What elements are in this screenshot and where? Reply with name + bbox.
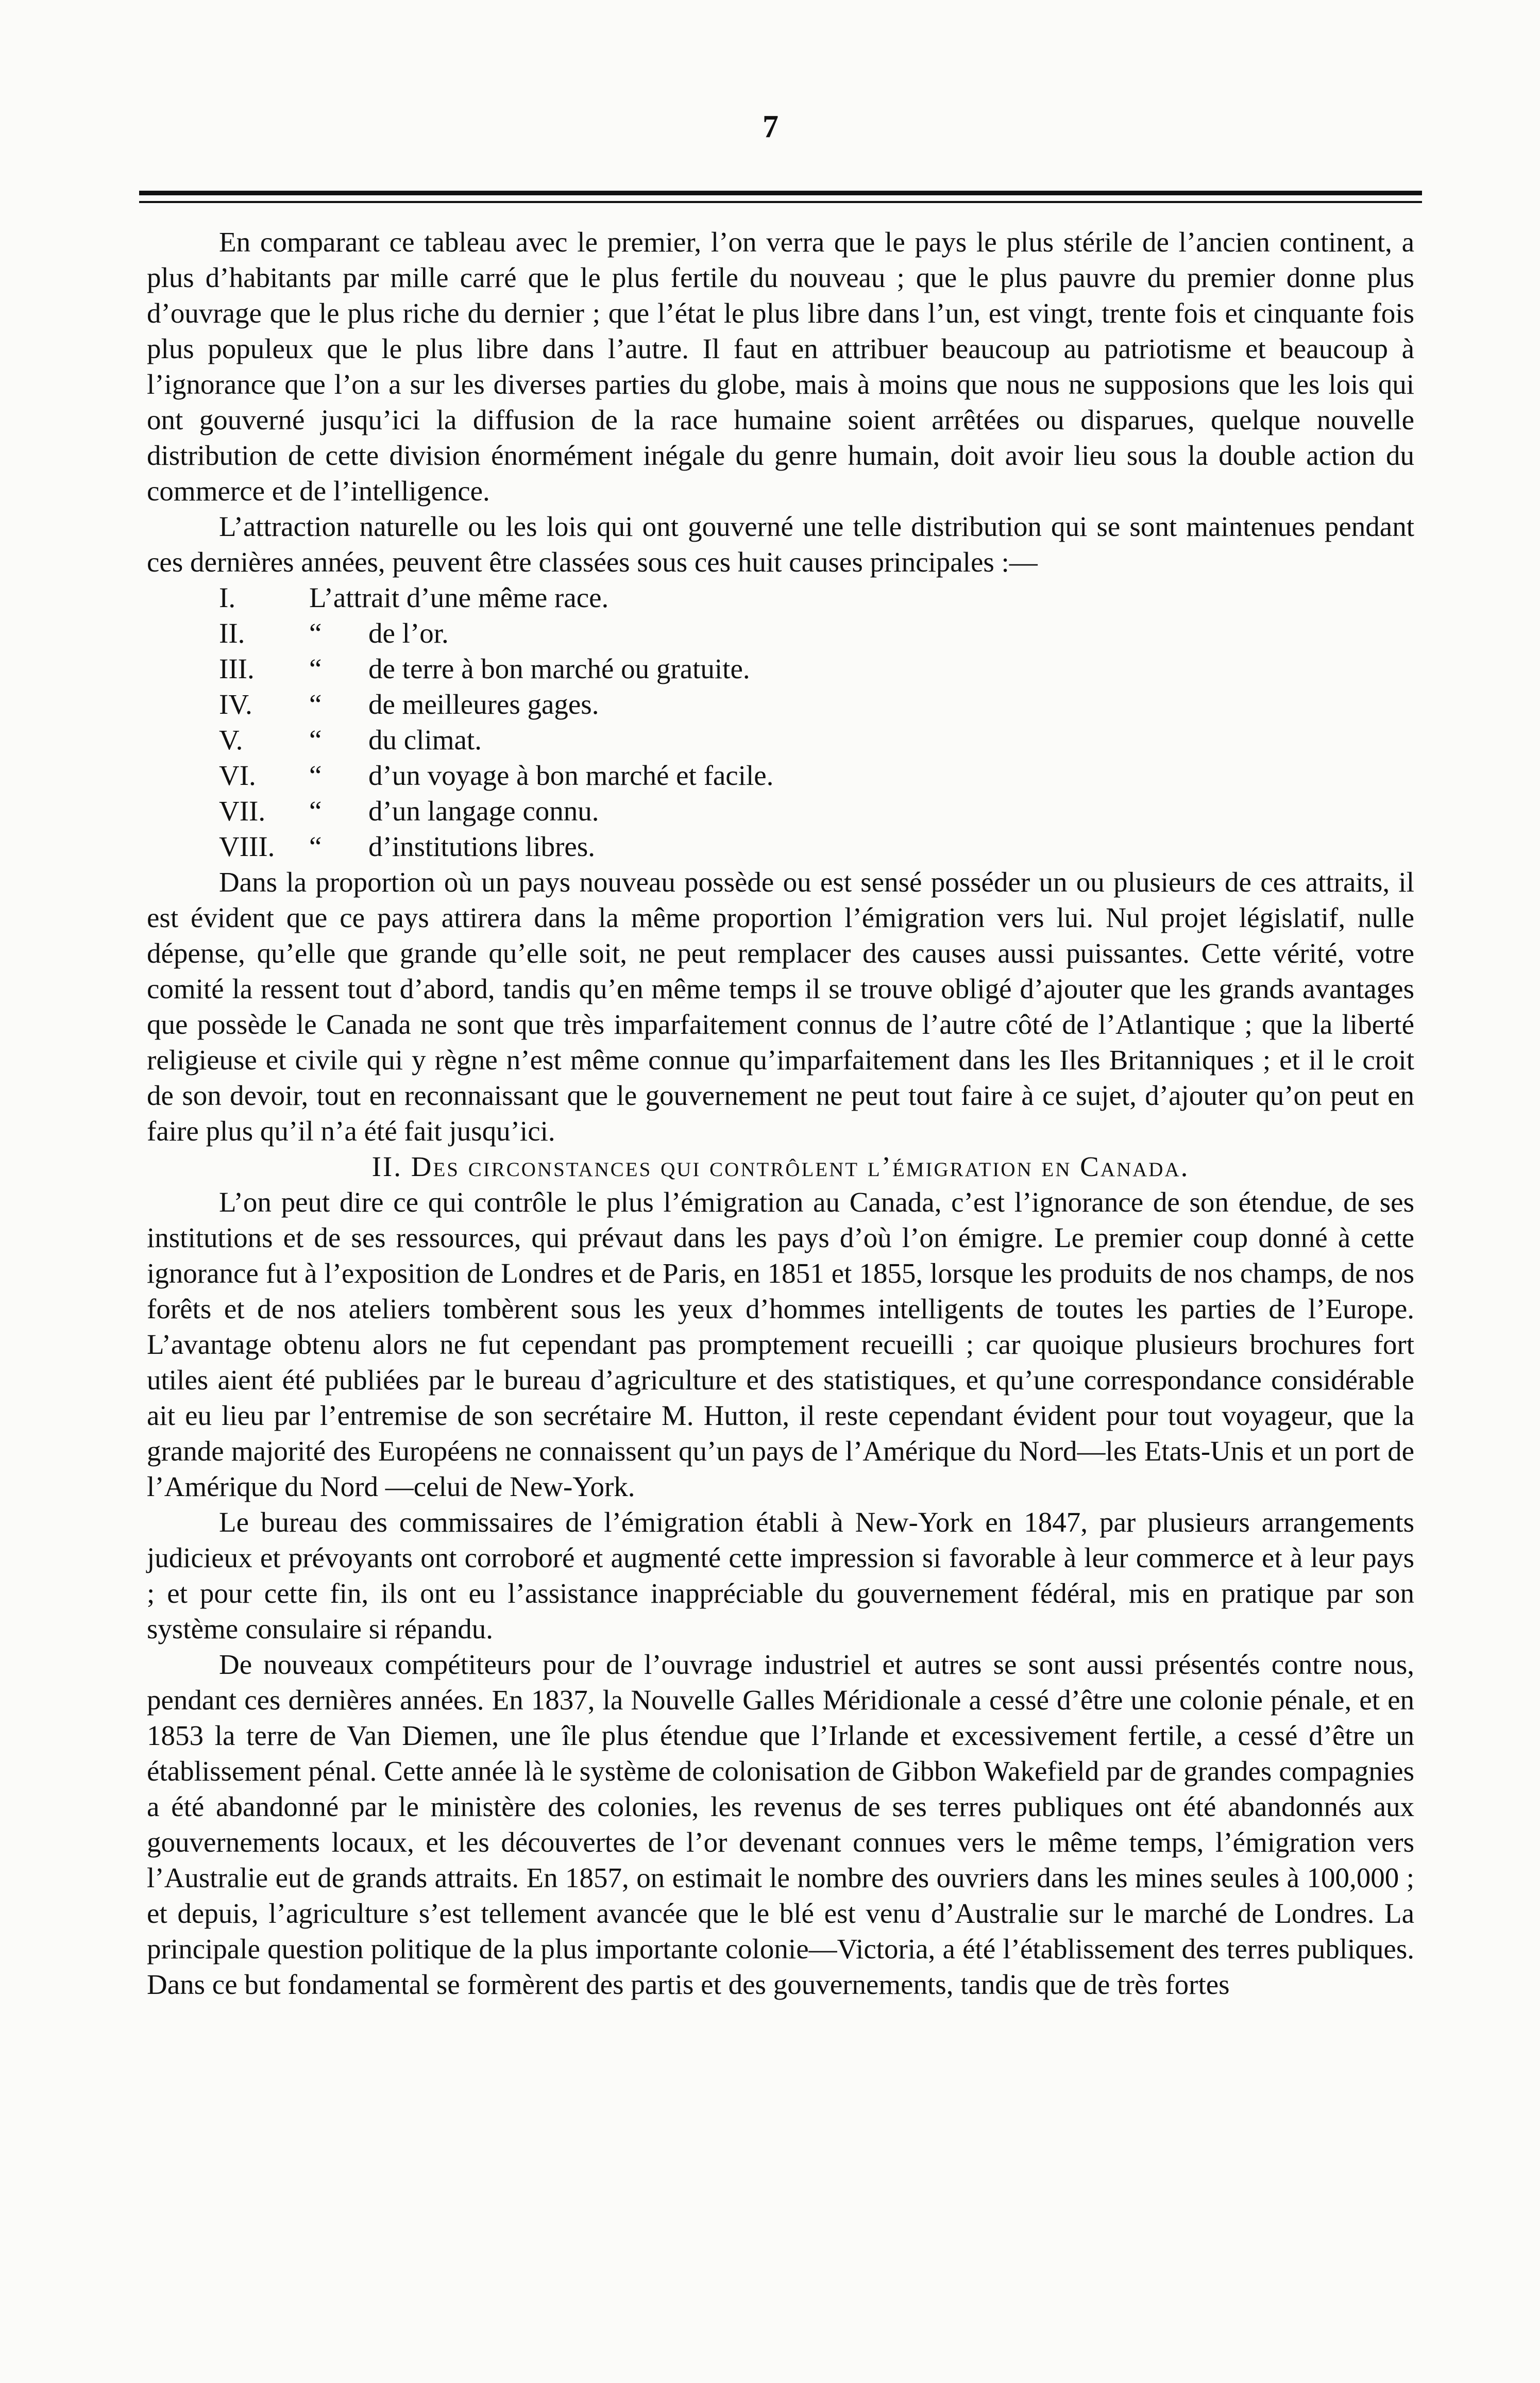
list-text: du climat. [368,724,482,756]
header-rule [139,191,1422,195]
ditto-mark: “ [309,653,322,684]
paragraph: Le bureau des commissaires de l’émigration établi à New-York en 1847, par plusieurs arrangements judicieux et prévoyants ont corroboré et augmenté cette impression si favorable à leur commerce et à leur pays ; et pour cette fin, ils ont eu l’assistance inappréciable du gouvernement fédéral, mis en pratique par son système consulaire si répandu. [147,1506,1414,1644]
ditto-mark: “ [309,795,322,827]
list-item [219,722,1414,758]
ditto-mark: “ [309,760,322,791]
list-number: VIII. [219,831,275,862]
list-number: V. [219,724,243,756]
body-text [147,224,1414,2002]
paragraph: Dans la proportion où un pays nouveau possède ou est sensé posséder un ou plusieurs de ces attraits, il est évident que ce pays attirera dans la même proportion l’émigration vers lui. Nul projet législatif, nulle dépense, qu’elle que grande qu’elle soit, ne peut remplacer des causes aussi puissantes. Cette vérité, votre comité la ressent tout d’abord, tandis qu’en même temps il se trouve obligé d’ajouter que les grands avantages que possède le Canada ne sont que très imparfaitement connus de l’autre côté de l’Atlantique ; que la liberté religieuse et civile qui y règne n’est même connue qu’imparfaitement dans les Iles Britanniques ; et il le croit de son devoir, tout en reconnaissant que le gouvernement ne peut tout faire à ce sujet, d’ajouter qu’on peut en faire plus qu’il n’a été fait jusqu’ici. [147,866,1414,1147]
list-text: d’un langage connu. [368,795,599,827]
list-number: I. [219,582,236,613]
header-rule-thin [139,201,1422,203]
list-item [219,793,1414,829]
causes-list [219,580,1414,864]
ditto-mark: “ [309,617,322,649]
list-text: L’attrait d’une même race. [309,582,609,613]
list-item [219,829,1414,864]
paragraph: En comparant ce tableau avec le premier, l’on verra que le pays le plus stérile de l’ancien continent, a plus d’habitants par mille carré que le plus fertile du nouveau ; que le plus pauvre du premier donne plus d’ouvrage que le plus riche du dernier ; que l’état le plus libre dans l’un, est vingt, trente fois et cinquante fois plus populeux que le plus libre dans l’autre. Il faut en attribuer beaucoup au patriotisme et beaucoup à l’ignorance que l’on a sur les diverses parties du globe, mais à moins que nous ne supposions que les lois qui ont gouverné jusqu’ici la diffusion de la race humaine soient arrêtées ou disparues, quelque nouvelle distribution de cette division énormément inégale du genre humain, doit avoir lieu sous la double action du commerce et de l’intelligence. [147,226,1414,507]
list-item [219,758,1414,793]
paragraph: L’attraction naturelle ou les lois qui ont gouverné une telle distribution qui se sont maintenues pendant ces dernières années, peuvent être classées sous ces huit causes principales :— [147,511,1414,578]
ditto-mark: “ [309,689,322,720]
list-text: de terre à bon marché ou gratuite. [368,653,750,684]
section-heading: II. Des circonstances qui contrôlent l’émigration en Canada. [371,1151,1190,1182]
list-item [219,580,1414,615]
list-text: d’un voyage à bon marché et facile. [368,760,774,791]
ditto-mark: “ [309,831,322,862]
ditto-mark: “ [309,724,322,756]
list-item [219,615,1414,651]
paragraph: L’on peut dire ce qui contrôle le plus l’émigration au Canada, c’est l’ignorance de son étendue, de ses institutions et de ses ressources, qui prévaut dans les pays d’où l’on émigre. Le premier coup donné à cette ignorance fut à l’exposition de Londres et de Paris, en 1851 et 1855, lorsque les produits de nos champs, de nos forêts et de nos ateliers tombèrent sous les yeux d’hommes intelligents de toutes les parties de l’Europe. L’avantage obtenu alors ne fut cependant pas promptement recueilli ; car quoique plusieurs brochures fort utiles aient été publiées par le bureau d’agriculture et des statistiques, et qu’une correspondance considérable ait eu lieu par l’entremise de son secrétaire M. Hutton, il reste cependant évident pour tout voyageur, que la grande majorité des Européens ne connaissent qu’un pays de l’Amérique du Nord—les Etats-Unis et un port de l’Amérique du Nord —celui de New-York. [147,1186,1414,1502]
list-item [219,651,1414,686]
list-text: de l’or. [368,617,449,649]
list-item [219,686,1414,722]
list-number: IV. [219,689,252,720]
list-text: d’institutions libres. [368,831,595,862]
list-number: II. [219,617,245,649]
list-text: de meilleures gages. [368,689,599,720]
list-number: VI. [219,760,256,791]
paragraph: De nouveaux compétiteurs pour de l’ouvrage industriel et autres se sont aussi présentés contre nous, pendant ces dernières années. En 1837, la Nouvelle Galles Méridionale a cessé d’être une colonie pénale, et en 1853 la terre de Van Diemen, une île plus étendue que l’Irlande et excessivement fertile, a cessé d’être un établissement pénal. Cette année là le système de colonisation de Gibbon Wakefield par de grandes compagnies a été abandonné par le ministère des colonies, les revenus de ses terres publiques ont été abandonnés aux gouvernements locaux, et les découvertes de l’or devenant connues vers le même temps, l’émigration vers l’Australie eut de grands attraits. En 1857, on estimait le nombre des ouvriers dans les mines seules à 100,000 ; et depuis, l’agriculture s’est tellement avancée que le blé est venu d’Australie sur le marché de Londres. La principale question politique de la plus importante colonie—Victoria, a été l’établissement des terres publiques. Dans ce but fondamental se formèrent des partis et des gouvernements, tandis que de très fortes [147,1649,1414,2000]
page-number: 7 [763,109,779,144]
list-number: VII. [219,795,266,827]
list-number: III. [219,653,255,684]
